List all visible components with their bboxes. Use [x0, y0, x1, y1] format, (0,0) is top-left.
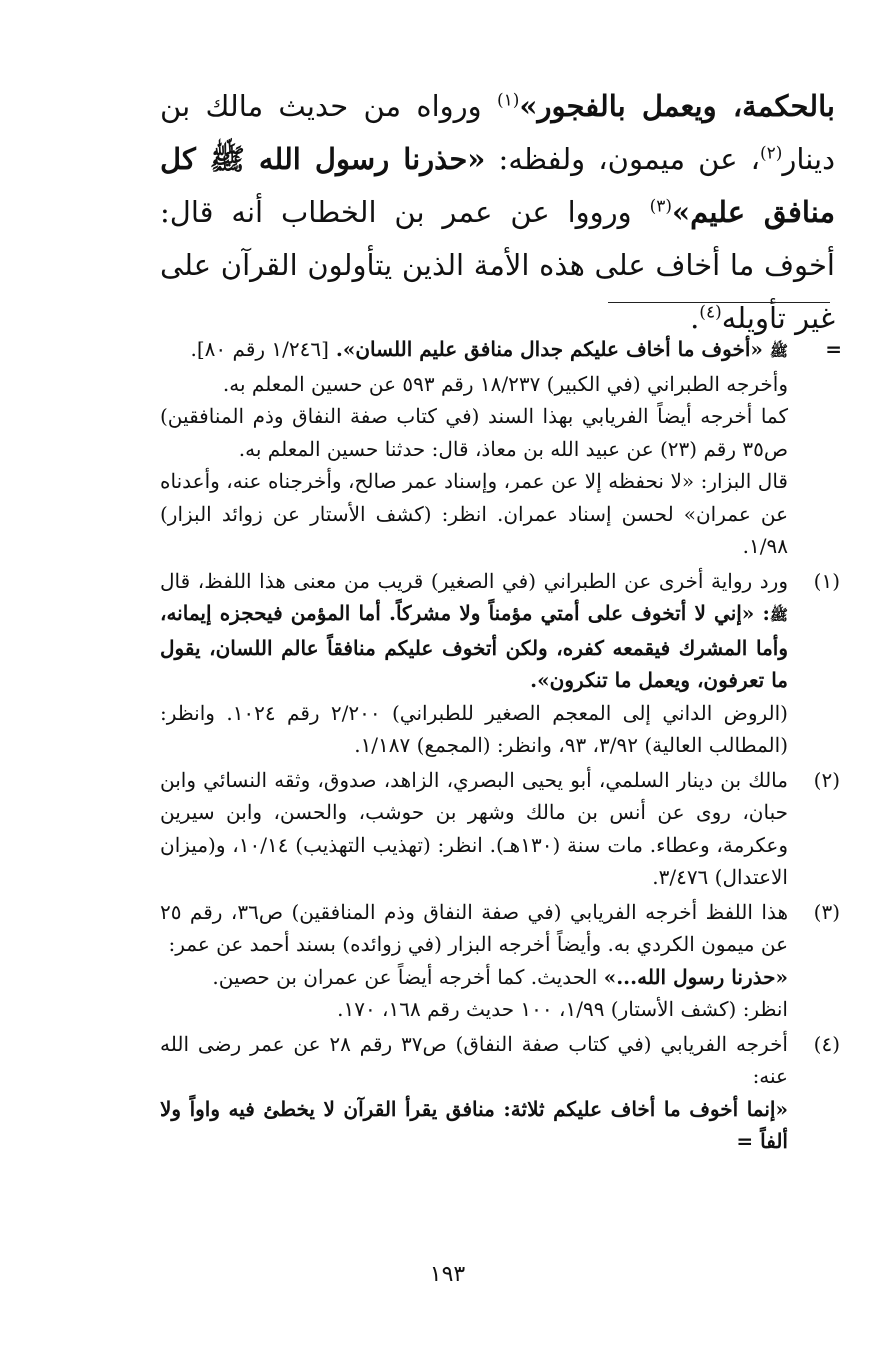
footnotes [160, 333, 840, 1160]
footnote-1 [160, 565, 840, 762]
footnote-2 [160, 764, 840, 894]
main-text-2: ورواه من حديث مالك بن دينار [160, 89, 835, 176]
main-text-5: ورووا عن عمر بن الخطاب أنه قال: أخوف ما أخاف على هذه الأمة الذين يتأولون القرآن على غير تأويله [160, 195, 835, 335]
footnote-2-number: (٢) [813, 767, 840, 792]
footnote-4-hadith: «إنما أخوف ما أخاف عليكم ثلاثة: منافق يقرأ القرآن لا يخطئ فيه واواً ولا ألفاً [160, 1096, 788, 1153]
footnote-ref-3[interactable]: (٣) [649, 196, 672, 217]
footnote-1-body [160, 565, 788, 697]
continuation-line-3: كما أخرجه أيضاً الفريابي بهذا السند (في كتاب صفة النفاق وذم المنافقين) ص٣٥ رقم (٢٣) عن عبيد الله بن معاذ، قال: حدثنا حسين المعلم به. [160, 404, 788, 461]
footnote-1-number: (١) [813, 568, 840, 593]
footnote-3-rest: الحديث. كما أخرجه أيضاً عن عمران بن حصين. [212, 964, 604, 989]
main-bold-4: «حذرنا رسول الله ﷺ كل منافق عليم» [160, 142, 835, 229]
footnote-3-number: (٣) [813, 899, 840, 924]
footnote-3-line-2 [160, 961, 788, 994]
footnote-separator [608, 302, 830, 303]
pbuh-glyph: ﷺ [769, 342, 788, 360]
main-text-3: ، عن ميمون، ولفظه: [485, 142, 760, 176]
main-text [160, 80, 835, 345]
footnote-1-refs: (الروض الداني إلى المعجم الصغير للطبراني) ٢/٢٠٠ رقم ١٠٢٤. وانظر: (المطالب العالية) ٣/٩٢، ٩٣، وانظر: (المجمع) ١/١٨٧. [160, 700, 788, 757]
footnote-3-refs: انظر: (كشف الأستار) ١/٩٩، ١٠٠ حديث رقم ١٦٨، ١٧٠. [337, 997, 788, 1021]
footnote-4-line-2 [160, 1093, 788, 1158]
footnote-3-body: هذا اللفظ أخرجه الفريابي (في صفة النفاق وذم المنافقين) ص٣٦، رقم ٢٥ عن ميمون الكردي به. وأيضاً أخرجه البزار (في زوائده) بسند أحمد عن عمر: [160, 899, 788, 956]
continuation-marker: = [825, 337, 842, 361]
main-bold-1: بالحكمة، ويعمل بالفجور» [519, 89, 835, 123]
footnote-3 [160, 896, 840, 1026]
pbuh-glyph: ﷺ [769, 606, 788, 624]
continuation-ref: [١/٢٤٦ رقم ٨٠]. [190, 337, 329, 361]
footnote-4-body: أخرجه الفريابي (في كتاب صفة النفاق) ص٣٧ رقم ٢٨ عن عمر رضى الله عنه: [160, 1031, 788, 1088]
continuation-line-1 [160, 333, 788, 368]
continuation-line-4: قال البزار: «لا نحفظه إلا عن عمر، وإسناد عمر صالح، وأخرجناه عنه، وأعدناه عن عمران» لحسن إسناد عمران. انظر: (كشف الأستار عن زوائد البزار) ١/٩٨. [160, 469, 788, 558]
footnote-4-continues: = [736, 1129, 761, 1153]
footnote-1-intro: ورد رواية أخرى عن الطبراني (في الصغير) قريب من معنى هذا اللفظ، قال [160, 568, 788, 593]
footnote-2-body: مالك بن دينار السلمي، أبو يحيى البصري، الزاهد، صدوق، وثقه النسائي وابن حبان، روى عن أنس بن مالك وشهر بن حوشب، والحسن، وابن سيرين وعكرمة، وعطاء. مات سنة (١٣٠هـ). انظر: (تهذيب التهذيب) ١٠/١٤، و(ميزان الاعتدال) ٣/٤٧٦. [160, 767, 788, 889]
footnote-continuation [160, 333, 840, 563]
footnote-3-hadith: «حذرنا رسول الله...» [603, 964, 788, 989]
footnote-ref-1[interactable]: (١) [496, 90, 520, 111]
continuation-hadith: «أخوف ما أخاف عليكم جدال منافق عليم اللسان». [328, 337, 770, 361]
page-number: ١٩٣ [429, 1262, 466, 1287]
main-text-6: . [690, 301, 700, 335]
footnote-ref-2[interactable]: (٢) [760, 143, 783, 164]
continuation-line-2: وأخرجه الطبراني (في الكبير) ١٨/٢٣٧ رقم ٥٩٣ عن حسين المعلم به. [222, 371, 788, 396]
footnote-ref-4[interactable]: (٤) [699, 302, 722, 323]
footnote-4 [160, 1028, 840, 1158]
footnote-4-number: (٤) [813, 1031, 840, 1056]
footnote-1-hadith: : «إني لا أتخوف على أمتي مؤمناً ولا مشركاً. أما المؤمن فيحجزه إيمانه، وأما المشرك فيقمعه كفره، ولكن أتخوف عليكم منافقاً عالم اللسان، يقول ما تعرفون، ويعمل ما تنكرون». [160, 601, 788, 692]
